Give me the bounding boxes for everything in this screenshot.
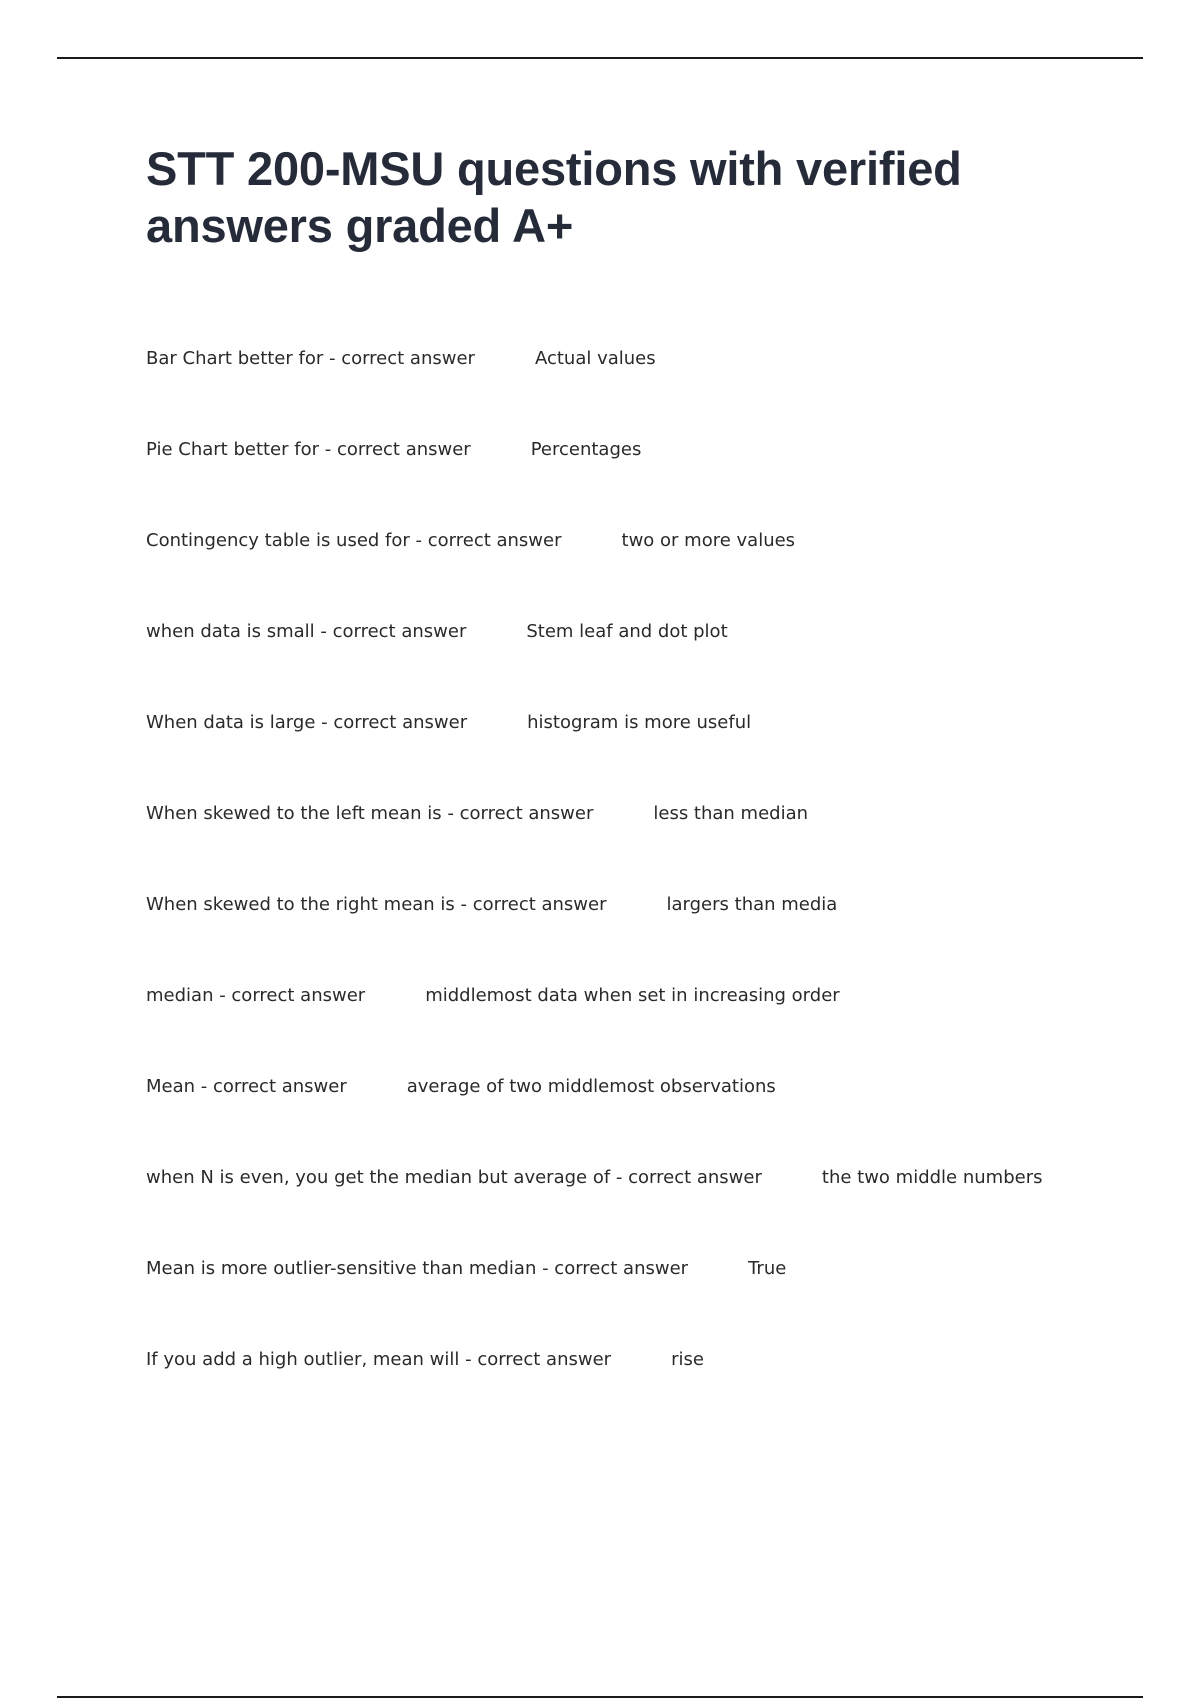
answer-text: Actual values	[534, 348, 656, 369]
question-text: If you add a high outlier, mean will - correct answer	[146, 1349, 612, 1370]
qa-item	[146, 1076, 1106, 1167]
question-text: Mean is more outlier-sensitive than median - correct answer	[146, 1258, 689, 1279]
document-body	[146, 140, 1106, 1370]
qa-item	[146, 1349, 1106, 1440]
answer-text: histogram is more useful	[527, 712, 752, 733]
qa-item	[146, 712, 1106, 803]
qa-item	[146, 348, 1106, 439]
answer-text: two or more values	[621, 530, 796, 551]
answer-text: True	[748, 1258, 787, 1279]
answer-text: average of two middlemost observations	[406, 1076, 776, 1097]
answer-text: Stem leaf and dot plot	[526, 621, 728, 642]
qa-item	[146, 1258, 1106, 1349]
question-text: When skewed to the right mean is - correct answer	[146, 894, 607, 915]
document-title: STT 200-MSU questions with verified answers graded A+	[146, 142, 962, 252]
question-text: Bar Chart better for - correct answer	[146, 348, 475, 369]
question-text: When skewed to the left mean is - correct answer	[146, 803, 594, 824]
qa-list	[146, 348, 1106, 1440]
answer-text: the two middle numbers	[821, 1167, 1043, 1188]
qa-item	[146, 621, 1106, 712]
question-text: Contingency table is used for - correct answer	[146, 530, 562, 551]
qa-item	[146, 894, 1106, 985]
question-text: when data is small - correct answer	[146, 621, 467, 642]
answer-text: rise	[671, 1349, 704, 1370]
answer-text: largers than media	[666, 894, 838, 915]
qa-item	[146, 985, 1106, 1076]
question-text: Mean - correct answer	[146, 1076, 347, 1097]
qa-item	[146, 530, 1106, 621]
qa-item	[146, 803, 1106, 894]
answer-text: Percentages	[530, 439, 642, 460]
top-divider	[57, 57, 1143, 59]
answer-text: less than median	[653, 803, 809, 824]
qa-item	[146, 439, 1106, 530]
question-text: median - correct answer	[146, 985, 366, 1006]
answer-text: middlemost data when set in increasing order	[425, 985, 840, 1006]
bottom-divider	[57, 1696, 1143, 1698]
question-text: Pie Chart better for - correct answer	[146, 439, 471, 460]
question-text: When data is large - correct answer	[146, 712, 468, 733]
question-text: when N is even, you get the median but average of - correct answer	[146, 1167, 762, 1188]
qa-item	[146, 1167, 1106, 1258]
